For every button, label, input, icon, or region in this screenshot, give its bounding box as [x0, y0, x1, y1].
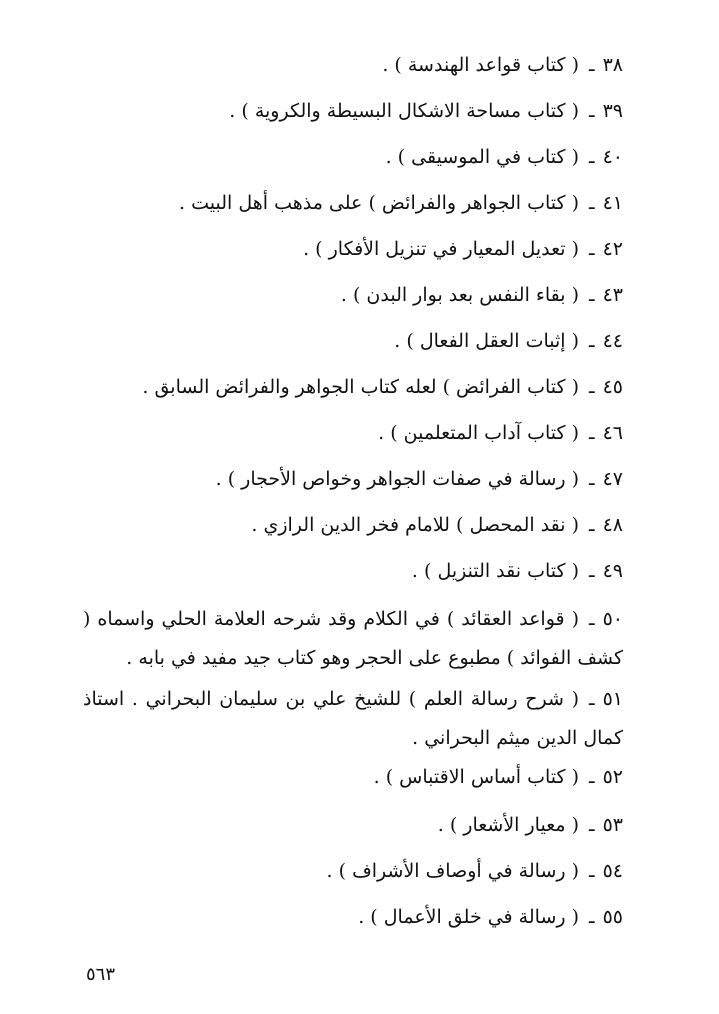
- entry-text: ( رسالة في أوصاف الأشراف ) .: [326, 860, 579, 882]
- list-item-42: [303, 234, 623, 264]
- entry-dash: ـ: [589, 330, 595, 352]
- entry-dash: ـ: [589, 376, 595, 398]
- entry-text: ( كتاب الجواهر والفرائض ) على مذهب أهل البيت .: [179, 192, 579, 214]
- entry-text: ( نقد المحصل ) للامام فخر الدين الرازي .: [251, 514, 579, 536]
- entry-dash: ـ: [589, 422, 595, 444]
- entry-text: ( إثبات العقل الفعال ) .: [394, 330, 579, 352]
- entry-number: ٥٣: [602, 814, 623, 836]
- list-item-41: [179, 188, 623, 218]
- entry-dash: ـ: [589, 608, 595, 630]
- entry-number: ٤٧: [602, 468, 623, 490]
- list-item-52: [374, 762, 623, 792]
- entry-number: ٤٥: [602, 376, 623, 398]
- entry-number: ٤٢: [602, 238, 623, 260]
- list-item-43: [341, 280, 623, 310]
- entry-text: ( تعديل المعيار في تنزيل الأفكار ) .: [303, 238, 579, 260]
- entry-text: ( رسالة في صفات الجواهر وخواص الأحجار ) .: [215, 468, 579, 490]
- entry-number: ٤٣: [602, 284, 623, 306]
- entry-dash: ـ: [589, 906, 595, 928]
- list-item-45: [142, 372, 623, 402]
- entry-number: ٤٩: [602, 560, 623, 582]
- list-item-51: [83, 680, 623, 758]
- entry-dash: ـ: [589, 688, 595, 710]
- entry-dash: ـ: [589, 100, 595, 122]
- entry-number: ٣٨: [602, 54, 623, 76]
- list-item-47: [216, 464, 623, 494]
- list-item-44: [394, 326, 623, 356]
- list-item-39: [229, 96, 623, 126]
- entry-text: ( كتاب أساس الاقتباس ) .: [373, 766, 579, 788]
- entry-dash: ـ: [589, 814, 595, 836]
- entry-dash: ـ: [589, 860, 595, 882]
- entry-text: ( كتاب نقد التنزيل ) .: [411, 560, 579, 582]
- entry-dash: ـ: [589, 192, 595, 214]
- entry-number: ٤٦: [602, 422, 623, 444]
- entry-dash: ـ: [589, 468, 595, 490]
- entry-number: ٥٤: [602, 860, 623, 882]
- entry-number: ٣٩: [602, 100, 623, 122]
- list-item-40: [386, 142, 623, 172]
- entry-text: ( شرح رسالة العلم ) للشيخ علي بن سليمان البحراني . استاذ كمال الدين ميثم البحراني .: [83, 688, 623, 749]
- entry-number: ٤٨: [602, 514, 623, 536]
- entry-dash: ـ: [589, 514, 595, 536]
- entry-text: ( كتاب مساحة الاشكال البسيطة والكروية ) .: [229, 100, 579, 122]
- entry-dash: ـ: [589, 238, 595, 260]
- entry-number: ٥٠: [602, 608, 623, 630]
- list-item-48: [251, 510, 623, 540]
- entry-text: ( كتاب قواعد الهندسة ) .: [382, 54, 579, 76]
- list-item-55: [358, 902, 623, 932]
- entry-text: ( معيار الأشعار ) .: [437, 814, 579, 836]
- entry-dash: ـ: [589, 146, 595, 168]
- entry-text: ( كتاب في الموسيقى ) .: [385, 146, 579, 168]
- entry-text: ( قواعد العقائد ) في الكلام وقد شرحه العلامة الحلي واسماه ( كشف الفوائد ) مطبوع على الحجر وهو كتاب جيد مفيد في بابه .: [83, 608, 623, 669]
- entry-dash: ـ: [589, 54, 595, 76]
- entry-text: ( بقاء النفس بعد بوار البدن ) .: [340, 284, 579, 306]
- entry-number: ٤٤: [602, 330, 623, 352]
- list-item-54: [327, 856, 623, 886]
- entry-text: ( كتاب الفرائض ) لعله كتاب الجواهر والفرائض السابق .: [142, 376, 579, 398]
- entry-dash: ـ: [589, 560, 595, 582]
- entry-number: ٥١: [602, 688, 623, 710]
- page-number: ٥٦٣: [86, 964, 116, 985]
- entry-dash: ـ: [589, 284, 595, 306]
- entry-text: ( كتاب آداب المتعلمين ) .: [378, 422, 579, 444]
- list-item-49: [412, 556, 623, 586]
- list-item-38: [382, 50, 623, 80]
- entry-number: ٤١: [602, 192, 623, 214]
- list-item-53: [438, 810, 623, 840]
- entry-number: ٤٠: [602, 146, 623, 168]
- list-item-46: [378, 418, 623, 448]
- entry-number: ٥٢: [602, 766, 623, 788]
- entry-text: ( رسالة في خلق الأعمال ) .: [358, 906, 579, 928]
- entry-dash: ـ: [589, 766, 595, 788]
- entry-number: ٥٥: [602, 906, 623, 928]
- list-item-50: [83, 600, 623, 678]
